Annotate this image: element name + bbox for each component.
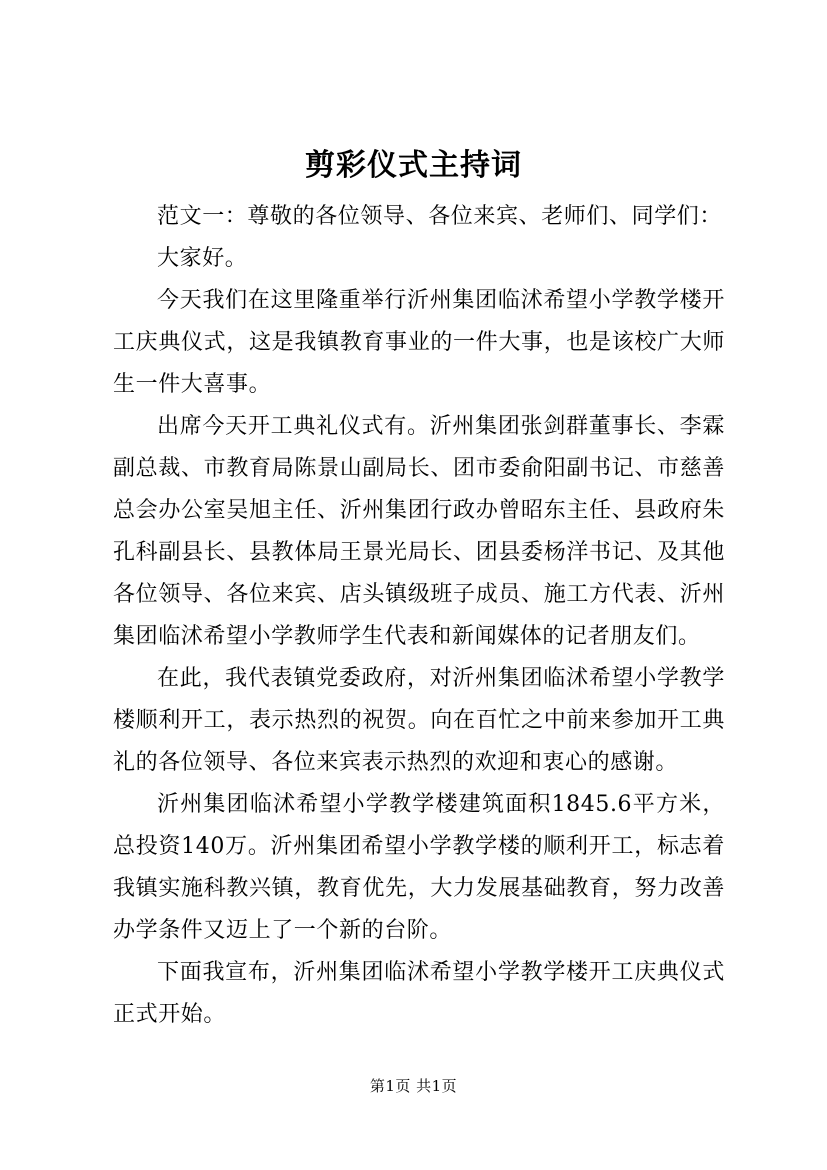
paragraph-salutation: 范文一：尊敬的各位领导、各位来宾、老师们、同学们：	[157, 204, 723, 229]
page-number-footer: 第1页 共1页	[369, 1077, 458, 1095]
document-title: 剪彩仪式主持词	[305, 148, 522, 183]
paragraph-greeting: 大家好。	[157, 246, 248, 271]
paragraph-introduction: 今天我们在这里隆重举行沂州集团临沭希望小学教学楼开工庆典仪式，这是我镇教育事业的一件大事，也是该校广大师生一件大喜事。	[113, 288, 725, 397]
document-body	[113, 196, 725, 1036]
paragraph-announcement: 下面我宣布，沂州集团临沭希望小学教学楼开工庆典仪式正式开始。	[113, 960, 725, 1027]
paragraph-congratulations: 在此，我代表镇党委政府，对沂州集团临沭希望小学教学楼顺利开工，表示热烈的祝贺。向在百忙之中前来参加开工典礼的各位领导、各位来宾表示热烈的欢迎和衷心的感谢。	[113, 666, 725, 775]
paragraph-project-details: 沂州集团临沭希望小学教学楼建筑面积1845.6平方米，总投资140万。沂州集团希望小学教学楼的顺利开工，标志着我镇实施科教兴镇，教育优先，大力发展基础教育，努力改善办学条件又迈上了一个新的台阶。	[113, 792, 725, 943]
paragraph-attendees: 出席今天开工典礼仪式有。沂州集团张剑群董事长、李霖副总裁、市教育局陈景山副局长、团市委俞阳副书记、市慈善总会办公室吴旭主任、沂州集团行政办曾昭东主任、县政府朱孔科副县长、县教体局王景光局长、团县委杨洋书记、及其他各位领导、各位来宾、店头镇级班子成员、施工方代表、沂州集团临沭希望小学教师学生代表和新闻媒体的记者朋友们。	[113, 414, 725, 649]
